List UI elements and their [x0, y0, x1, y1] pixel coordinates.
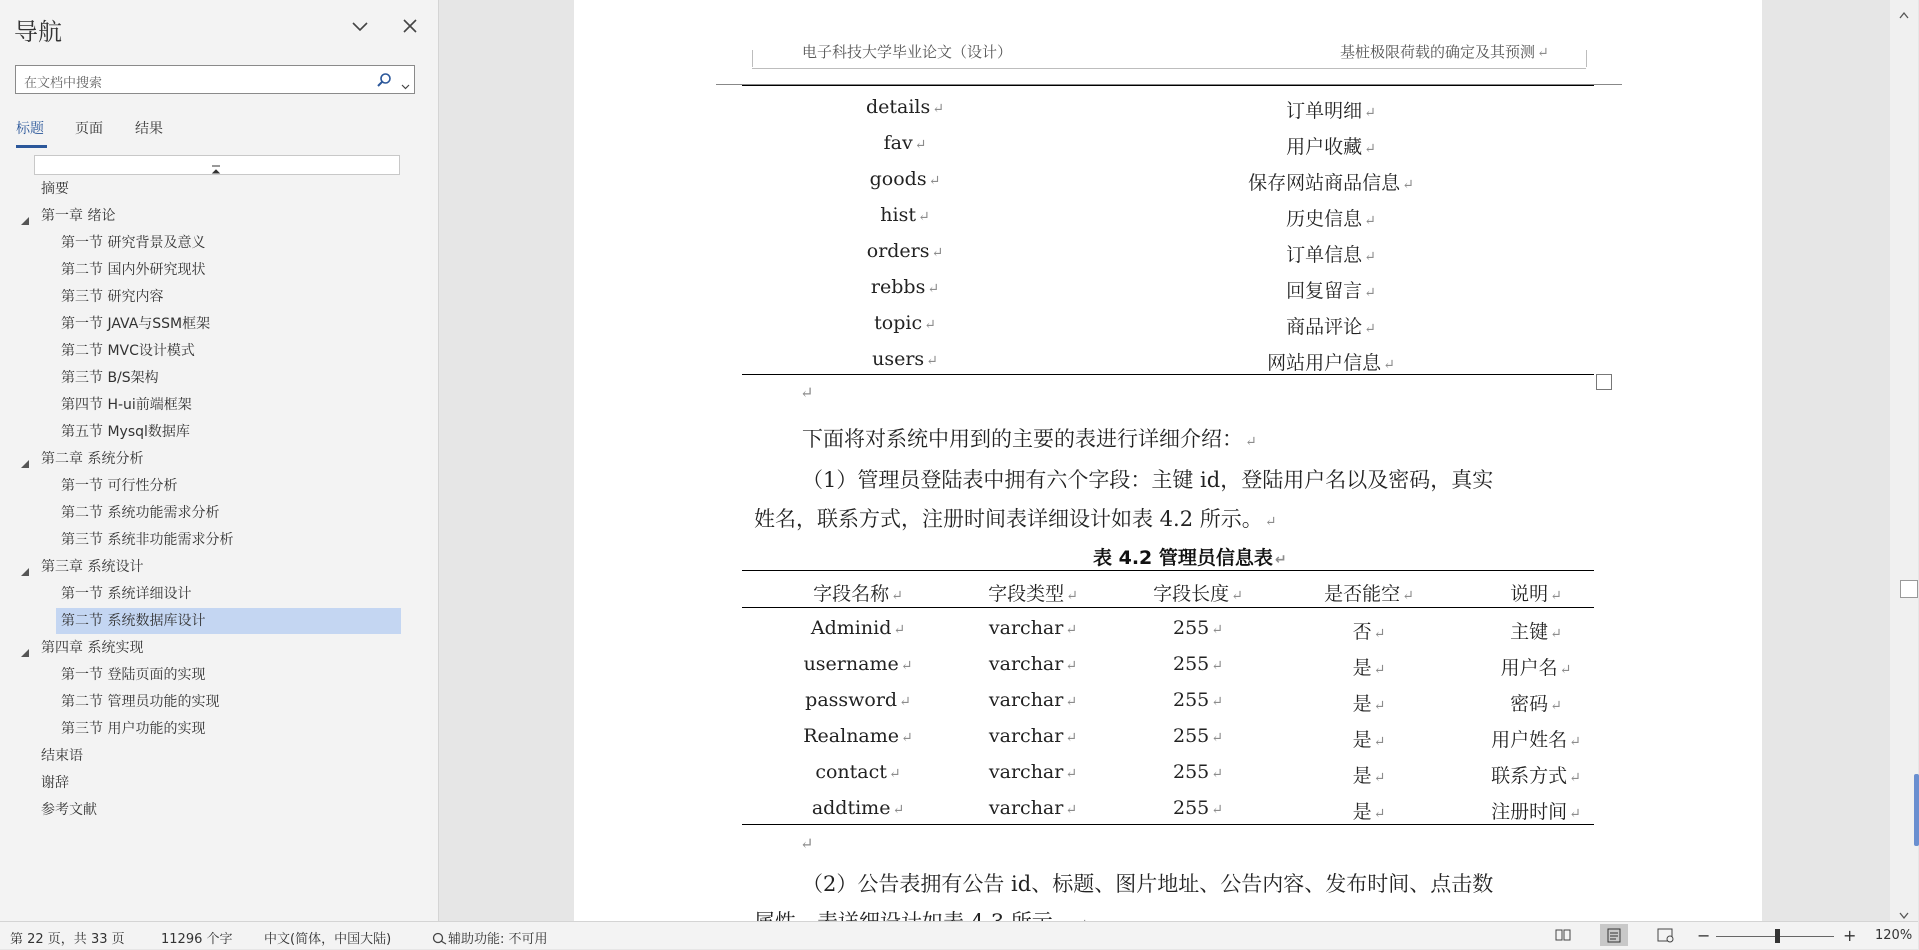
- chevron-down-icon[interactable]: [401, 76, 410, 85]
- table-header-cell[interactable]: [1289, 579, 1449, 606]
- table-cell-text: users: [872, 348, 925, 370]
- header-left-text: 电子科技大学毕业论文（设计）: [802, 43, 1013, 61]
- table2-bottom-border: [742, 824, 1594, 825]
- cell-mark: ↵: [1065, 802, 1078, 818]
- nav-heading-item[interactable]: [56, 284, 401, 310]
- cell-mark: ↵: [1211, 658, 1223, 674]
- cell-mark: ↵: [892, 802, 905, 818]
- table-cell-text: 密码: [1510, 693, 1549, 715]
- table-cell-text: 注册时间: [1491, 801, 1568, 823]
- table2-header-border: [742, 607, 1594, 608]
- nav-heading-item[interactable]: [56, 662, 401, 688]
- nav-heading-item[interactable]: [36, 797, 97, 823]
- cell-mark: ↵: [924, 317, 936, 333]
- accessibility-label: 辅助功能: 不可用: [448, 932, 548, 947]
- table-cell-text: Adminid: [810, 617, 892, 639]
- empty-paragraph: ↵: [800, 383, 814, 402]
- table-cell-text: 说明: [1510, 583, 1549, 605]
- paragraph-notice-line2[interactable]: [754, 906, 1087, 921]
- nav-heading-item[interactable]: [36, 554, 143, 580]
- nav-heading-label: 结束语: [41, 748, 83, 764]
- table-row-end-marker[interactable]: [1596, 374, 1612, 390]
- nav-heading-item[interactable]: [56, 311, 401, 337]
- table-cell[interactable]: [778, 689, 938, 711]
- table-cell-text: goods: [869, 168, 927, 190]
- table-cell-text: 是否能空: [1324, 583, 1401, 605]
- cell-mark: ↵: [1383, 357, 1395, 373]
- cell-mark: ↵: [888, 766, 901, 782]
- table-cell[interactable]: [845, 312, 965, 334]
- nav-heading-label: 第一节 系统详细设计: [61, 586, 192, 602]
- table-cell[interactable]: [953, 797, 1113, 819]
- zoom-slider-thumb[interactable]: [1775, 929, 1780, 943]
- table-cell-text: 用户姓名: [1491, 729, 1568, 751]
- table-cell-text: 255: [1173, 617, 1210, 639]
- collapse-headings-bar[interactable]: [34, 155, 400, 175]
- word-count[interactable]: 11296 个字: [161, 932, 233, 947]
- cell-mark: ↵: [1402, 177, 1414, 193]
- cell-mark: ↵: [1364, 105, 1376, 121]
- table-cell-text: 字段类型: [988, 583, 1065, 605]
- read-mode-button[interactable]: [1549, 924, 1577, 946]
- nav-heading-label: 第二节 MVC设计模式: [61, 343, 195, 359]
- cell-mark: ↵: [900, 658, 913, 674]
- paragraph-intro[interactable]: [802, 423, 1257, 453]
- nav-heading-label: 第二章 系统分析: [41, 451, 144, 467]
- nav-heading-item[interactable]: [36, 770, 69, 796]
- table-cell-text: 用户收藏: [1286, 136, 1363, 158]
- nav-heading-item[interactable]: [56, 257, 401, 283]
- empty-paragraph: ↵: [800, 834, 814, 853]
- nav-heading-item[interactable]: [56, 419, 401, 445]
- cell-mark: ↵: [1211, 766, 1223, 782]
- table-cell[interactable]: [845, 348, 965, 370]
- table-cell[interactable]: [1118, 797, 1278, 819]
- nav-heading-label: 第一节 登陆页面的实现: [61, 667, 206, 683]
- scrollbar-thumb[interactable]: [1914, 774, 1919, 846]
- table-cell-text: Realname: [803, 725, 900, 747]
- table-cell[interactable]: [845, 240, 965, 262]
- header-rule-dark: [742, 85, 1594, 86]
- cell-mark: ↵: [928, 173, 941, 189]
- nav-heading-item[interactable]: [56, 392, 401, 418]
- table-cell-text: 是: [1352, 729, 1372, 751]
- table-cell-text: 否: [1352, 621, 1372, 643]
- table-cell[interactable]: [1118, 617, 1278, 639]
- table-cell-text: 是: [1352, 693, 1372, 715]
- table-cell-text: varchar: [988, 725, 1064, 747]
- cell-mark: ↵: [1364, 249, 1376, 265]
- cell-mark: ↵: [1550, 626, 1562, 642]
- table-cell-text: 255: [1173, 761, 1210, 783]
- collapse-up-icon[interactable]: [211, 160, 221, 170]
- nav-heading-item[interactable]: [56, 473, 401, 499]
- table-cell[interactable]: [953, 689, 1113, 711]
- table-cell-text: details: [865, 96, 931, 118]
- header-corner-mark: [752, 50, 753, 67]
- scroll-down-icon[interactable]: [1899, 905, 1909, 913]
- cell-mark: ↵: [1402, 588, 1414, 604]
- cell-mark: ↵: [1364, 141, 1376, 157]
- table-cell[interactable]: [1289, 617, 1449, 644]
- nav-title: 导航: [14, 18, 62, 46]
- nav-heading-item[interactable]: [56, 527, 401, 553]
- table-cell[interactable]: [778, 617, 938, 639]
- paragraph-admin-line1[interactable]: （1）管理员登陆表中拥有六个字段：主键 id，登陆用户名以及密码，真实: [802, 468, 1494, 492]
- table-cell[interactable]: [778, 797, 938, 819]
- table-cell[interactable]: [1118, 689, 1278, 711]
- table-cell-text: 网站用户信息: [1267, 352, 1382, 374]
- zoom-in-button[interactable]: +: [1843, 926, 1857, 945]
- cell-mark: ↵: [1065, 694, 1078, 710]
- table-cell-text: orders: [866, 240, 930, 262]
- cell-mark: ↵: [1569, 806, 1581, 822]
- table-cell-text: rebbs: [870, 276, 926, 298]
- zoom-out-button[interactable]: −: [1697, 926, 1711, 945]
- nav-heading-label: 第一节 研究背景及意义: [61, 235, 206, 251]
- cell-mark: ↵: [927, 281, 940, 297]
- table-cell-text: contact: [815, 761, 887, 783]
- table-cell[interactable]: [845, 96, 965, 118]
- table-cell[interactable]: [1118, 725, 1278, 747]
- table-cell[interactable]: [1289, 725, 1449, 752]
- nav-heading-label: 第四章 系统实现: [41, 640, 144, 656]
- table-cell-text: varchar: [988, 761, 1064, 783]
- table-cell-text: 255: [1173, 725, 1210, 747]
- table-header-cell[interactable]: [1118, 579, 1278, 606]
- cell-mark: ↵: [932, 101, 944, 117]
- table-caption: [1093, 543, 1287, 570]
- table-cell-text: 回复留言: [1286, 280, 1363, 302]
- scroll-up-icon[interactable]: [1899, 4, 1909, 12]
- table-cell[interactable]: [1211, 276, 1451, 303]
- table-cell[interactable]: [1289, 761, 1449, 788]
- cell-mark: ↵: [891, 588, 903, 604]
- tab-results[interactable]: 结果: [135, 121, 163, 137]
- zoom-level[interactable]: 120%: [1875, 928, 1913, 943]
- cell-mark: ↵: [1373, 806, 1386, 822]
- cell-mark: ↵: [901, 730, 913, 746]
- table-cell-text: varchar: [988, 797, 1064, 819]
- table-header-cell[interactable]: [778, 579, 938, 606]
- table-cell[interactable]: [1456, 761, 1616, 788]
- nav-heading-item[interactable]: [56, 500, 401, 526]
- nav-heading-label: 第五节 Mysql数据库: [61, 424, 190, 440]
- cell-mark: ↵: [1550, 588, 1562, 604]
- table-cell-text: 订单明细: [1286, 100, 1363, 122]
- nav-heading-label: 第三节 B/S架构: [61, 370, 159, 386]
- table-cell-text: 字段名称: [813, 583, 890, 605]
- table-cell[interactable]: [1118, 653, 1278, 675]
- table-cell-text: varchar: [988, 653, 1064, 675]
- table-cell[interactable]: [1456, 653, 1616, 680]
- table-cell[interactable]: [1211, 96, 1451, 123]
- table-cell-text: 是: [1352, 657, 1372, 679]
- table-cell-text: 255: [1173, 797, 1210, 819]
- table-cell[interactable]: [778, 761, 938, 783]
- cell-mark: ↵: [1211, 730, 1223, 746]
- nav-heading-label: 第四节 H-ui前端框架: [61, 397, 192, 413]
- cell-mark: ↵: [1065, 766, 1078, 782]
- table-cell-text: 255: [1173, 689, 1210, 711]
- accessibility-status[interactable]: [432, 928, 548, 947]
- paragraph-mark: ↵: [1264, 514, 1277, 530]
- cell-mark: ↵: [914, 137, 927, 153]
- nav-heading-label: 第二节 系统功能需求分析: [61, 505, 220, 521]
- paragraph-notice-line1[interactable]: （2）公告表拥有公告 id、标题、图片地址、公告内容、发布时间、点击数: [802, 872, 1494, 896]
- cell-mark: ↵: [1569, 770, 1581, 786]
- pane-options-icon[interactable]: [348, 14, 372, 38]
- nav-heading-item[interactable]: [56, 608, 401, 634]
- table1-bottom-border: [742, 374, 1594, 375]
- table-cell-text: 用户名: [1500, 657, 1558, 679]
- language-indicator[interactable]: 中文(简体，中国大陆): [264, 932, 392, 947]
- table-cell[interactable]: [845, 168, 965, 190]
- table-cell-text: topic: [874, 312, 923, 334]
- expand-collapse-icon[interactable]: [20, 562, 30, 572]
- paragraph-mark: ↵: [1274, 552, 1287, 568]
- nav-heading-item[interactable]: [36, 176, 69, 202]
- table-cell-text: 订单信息: [1286, 244, 1363, 266]
- table-cell-text: 商品评论: [1286, 316, 1363, 338]
- table-cell-text: varchar: [988, 617, 1064, 639]
- table-cell[interactable]: [1456, 617, 1616, 644]
- expand-collapse-icon[interactable]: [20, 454, 30, 464]
- cell-mark: ↵: [1373, 770, 1386, 786]
- cell-mark: ↵: [1066, 588, 1078, 604]
- cell-mark: ↵: [1569, 734, 1581, 750]
- table-cell[interactable]: [1211, 204, 1451, 231]
- table-cell-text: 联系方式: [1491, 765, 1568, 787]
- search-input[interactable]: [15, 65, 415, 94]
- nav-heading-item[interactable]: [56, 338, 401, 364]
- table-cell[interactable]: [1211, 348, 1451, 375]
- nav-heading-item[interactable]: [36, 446, 143, 472]
- nav-heading-item[interactable]: [56, 230, 401, 256]
- active-tab-indicator: [16, 145, 47, 148]
- web-layout-button[interactable]: [1651, 924, 1679, 946]
- nav-heading-label: 第一节 JAVA与SSM框架: [61, 316, 211, 332]
- cell-mark: ↵: [1065, 658, 1078, 674]
- header-box-line: [752, 68, 1586, 69]
- status-bar: [0, 921, 1918, 949]
- cell-mark: ↵: [1373, 662, 1386, 678]
- cell-mark: ↵: [1559, 662, 1572, 678]
- cell-mark: ↵: [1231, 588, 1243, 604]
- cell-mark: ↵: [1211, 802, 1223, 818]
- expand-collapse-icon[interactable]: [20, 643, 30, 653]
- table-cell-text: 主键: [1510, 621, 1549, 643]
- navigation-pane: [0, 0, 439, 921]
- table-cell[interactable]: [778, 653, 938, 675]
- nav-heading-item[interactable]: [56, 716, 401, 742]
- tab-pages[interactable]: 页面: [75, 121, 103, 137]
- table-cell-text: 是: [1352, 765, 1372, 787]
- table-cell[interactable]: [1289, 797, 1449, 824]
- paragraph-admin-line2-text: 姓名，联系方式，注册时间表详细设计如表 4.2 所示。: [754, 507, 1263, 531]
- cell-mark: ↵: [1364, 213, 1376, 229]
- table-caption-text: 表 4.2 管理员信息表: [1093, 547, 1273, 569]
- vertical-scrollbar[interactable]: [1890, 0, 1918, 921]
- search-icon[interactable]: [376, 72, 392, 88]
- cell-mark: ↵: [926, 353, 938, 369]
- table-cell[interactable]: [953, 653, 1113, 675]
- table-cell-text: fav: [883, 132, 913, 154]
- cell-mark: ↵: [893, 622, 906, 638]
- cell-mark: ↵: [1550, 698, 1562, 714]
- table-cell[interactable]: [953, 725, 1113, 747]
- table-cell[interactable]: [1456, 797, 1616, 824]
- cell-mark: ↵: [1211, 622, 1223, 638]
- table-cell-text: 保存网站商品信息: [1248, 172, 1401, 194]
- nav-heading-label: 第二节 管理员功能的实现: [61, 694, 220, 710]
- cell-mark: ↵: [1065, 730, 1078, 746]
- table-cell-text: 是: [1352, 801, 1372, 823]
- table-cell[interactable]: [1456, 689, 1616, 716]
- cell-mark: ↵: [931, 245, 944, 261]
- cell-mark: ↵: [1364, 285, 1376, 301]
- tab-headings[interactable]: 标题: [16, 121, 44, 137]
- cell-mark: ↵: [1373, 626, 1386, 642]
- nav-heading-label: 第三节 研究内容: [61, 289, 164, 305]
- table-cell-text: varchar: [988, 689, 1064, 711]
- table-cell-text: 历史信息: [1286, 208, 1363, 230]
- nav-heading-item[interactable]: [36, 743, 83, 769]
- header-right-label: 基桩极限荷载的确定及其预测: [1340, 43, 1536, 61]
- table-cell[interactable]: [1211, 132, 1451, 159]
- nav-heading-item[interactable]: [36, 635, 143, 661]
- table-cell-text: username: [803, 653, 899, 675]
- header-corner-mark: [1586, 50, 1587, 67]
- table-cell[interactable]: [1118, 761, 1278, 783]
- cell-mark: ↵: [899, 694, 911, 710]
- nav-heading-item[interactable]: [56, 689, 401, 715]
- table-cell-text: 255: [1173, 653, 1210, 675]
- search-placeholder: 在文档中搜索: [24, 76, 103, 91]
- nav-heading-item[interactable]: [56, 365, 401, 391]
- nav-heading-label: 第二节 系统数据库设计: [61, 613, 206, 629]
- nav-heading-label: 第三章 系统设计: [41, 559, 144, 575]
- table2-top-border: [742, 570, 1594, 571]
- paragraph-mark: ↵: [1537, 45, 1549, 61]
- table-cell[interactable]: [845, 132, 965, 154]
- table-cell[interactable]: [953, 617, 1113, 639]
- table-cell-text: addtime: [811, 797, 891, 819]
- table-cell[interactable]: [1289, 653, 1449, 680]
- cell-mark: ↵: [1364, 321, 1376, 337]
- table-cell[interactable]: [1211, 312, 1451, 339]
- nav-heading-item[interactable]: [56, 581, 401, 607]
- cell-mark: ↵: [1211, 694, 1223, 710]
- table-cell-text: 字段长度: [1153, 583, 1230, 605]
- table-cell[interactable]: [778, 725, 938, 747]
- paragraph-admin-line2[interactable]: [754, 503, 1276, 533]
- print-layout-button[interactable]: [1600, 924, 1628, 946]
- scroll-marker: [1900, 580, 1918, 598]
- nav-heading-label: 第一章 绪论: [41, 208, 116, 224]
- nav-heading-label: 第三节 用户功能的实现: [61, 721, 206, 737]
- nav-heading-label: 谢辞: [41, 775, 69, 791]
- nav-heading-item[interactable]: [36, 203, 115, 229]
- paragraph-mark: ↵: [1245, 434, 1257, 450]
- table-header-cell[interactable]: [953, 579, 1113, 606]
- nav-heading-label: 摘要: [41, 181, 69, 197]
- table-cell-text: password: [805, 689, 898, 711]
- table-cell[interactable]: [845, 276, 965, 298]
- cell-mark: ↵: [917, 209, 930, 225]
- nav-heading-label: 第三节 系统非功能需求分析: [61, 532, 234, 548]
- accessibility-icon: [432, 931, 448, 945]
- table-cell[interactable]: [1211, 168, 1451, 195]
- expand-collapse-icon[interactable]: [20, 211, 30, 221]
- paragraph-intro-text: 下面将对系统中用到的主要的表进行详细介绍：: [802, 427, 1243, 451]
- table-header-cell[interactable]: [1456, 579, 1616, 606]
- table-cell[interactable]: [1456, 725, 1616, 752]
- nav-heading-label: 参考文献: [41, 802, 97, 818]
- table-cell[interactable]: [1289, 689, 1449, 716]
- table-cell[interactable]: [1211, 240, 1451, 267]
- cell-mark: ↵: [1373, 698, 1386, 714]
- table-cell[interactable]: [845, 204, 965, 226]
- header-right-text: [1340, 41, 1549, 62]
- nav-heading-label: 第二节 国内外研究现状: [61, 262, 206, 278]
- cell-mark: ↵: [1065, 622, 1078, 638]
- table-cell-text: hist: [880, 204, 916, 226]
- cell-mark: ↵: [1373, 734, 1386, 750]
- table-cell[interactable]: [953, 761, 1113, 783]
- close-icon[interactable]: [398, 14, 422, 38]
- page-count[interactable]: 第 22 页，共 33 页: [10, 932, 125, 947]
- nav-heading-label: 第一节 可行性分析: [61, 478, 178, 494]
